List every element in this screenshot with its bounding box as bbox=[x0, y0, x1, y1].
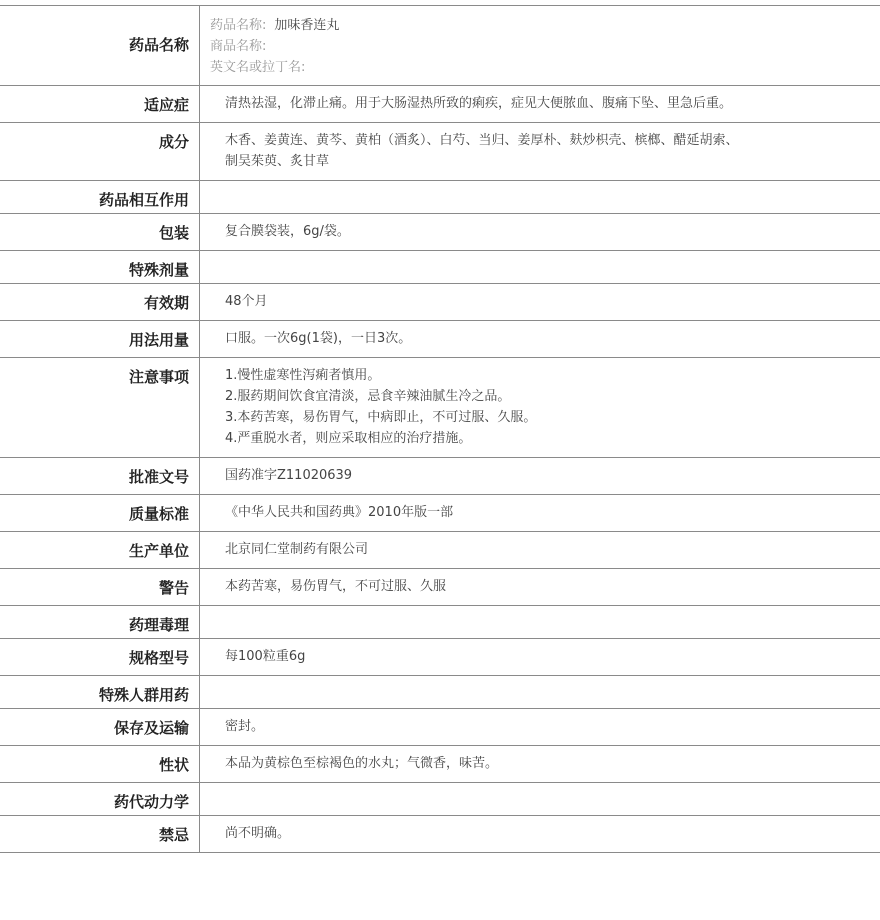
row-label: 注意事项 bbox=[0, 358, 200, 457]
row-value: 国药准字Z11020639 bbox=[225, 468, 353, 483]
row-label: 用法用量 bbox=[0, 321, 200, 357]
row-value bbox=[200, 606, 880, 638]
row-label: 有效期 bbox=[0, 284, 200, 320]
row-label: 成分 bbox=[0, 123, 200, 180]
row-value: 木香、姜黄连、黄芩、黄柏（酒炙）、白芍、当归、姜厚朴、麸炒枳壳、槟榔、醋延胡索、 制吴茱萸、炙甘草 bbox=[225, 133, 739, 169]
row-value: 每100粒重6g bbox=[225, 649, 306, 664]
row-value: 尚不明确。 bbox=[225, 826, 291, 841]
row-label: 性状 bbox=[0, 746, 200, 782]
table-row bbox=[0, 639, 880, 676]
table-row bbox=[0, 321, 880, 358]
table-row bbox=[0, 86, 880, 123]
table-row bbox=[0, 495, 880, 532]
row-value: 本品为黄棕色至棕褐色的水丸；气微香，味苦。 bbox=[225, 756, 499, 771]
row-value: 复合膜袋装，6g/袋。 bbox=[225, 224, 350, 239]
row-label: 特殊人群用药 bbox=[0, 676, 200, 708]
trade-name-line bbox=[210, 36, 880, 57]
table-row bbox=[0, 569, 880, 606]
english-name-line bbox=[210, 57, 880, 78]
drug-name-block bbox=[200, 6, 880, 85]
table-row bbox=[0, 284, 880, 321]
row-label: 药品相互作用 bbox=[0, 181, 200, 213]
table-row bbox=[0, 358, 880, 458]
row-value: 48个月 bbox=[225, 294, 268, 309]
table-row bbox=[0, 676, 880, 709]
row-label: 质量标准 bbox=[0, 495, 200, 531]
table-row bbox=[0, 816, 880, 853]
table-row bbox=[0, 532, 880, 569]
row-value bbox=[200, 251, 880, 283]
row-label: 批准文号 bbox=[0, 458, 200, 494]
row-label: 禁忌 bbox=[0, 816, 200, 852]
row-value: 《中华人民共和国药典》2010年版一部 bbox=[225, 505, 454, 520]
row-label: 生产单位 bbox=[0, 532, 200, 568]
row-label: 药品名称 bbox=[0, 6, 200, 85]
row-label: 药代动力学 bbox=[0, 783, 200, 815]
row-value: 口服。一次6g(1袋)，一日3次。 bbox=[225, 331, 412, 346]
generic-name-value: 加味香连丸 bbox=[274, 18, 340, 33]
table-row bbox=[0, 123, 880, 181]
table-row bbox=[0, 709, 880, 746]
table-row bbox=[0, 746, 880, 783]
row-value: 本药苦寒，易伤胃气，不可过服、久服 bbox=[225, 579, 447, 594]
row-value: 密封。 bbox=[225, 719, 265, 734]
table-row bbox=[0, 606, 880, 639]
english-name-key: 英文名或拉丁名: bbox=[210, 60, 306, 75]
row-label: 适应症 bbox=[0, 86, 200, 122]
drug-info-table bbox=[0, 5, 880, 853]
row-label: 保存及运输 bbox=[0, 709, 200, 745]
table-row bbox=[0, 214, 880, 251]
drug-name-row bbox=[0, 6, 880, 86]
generic-name-key: 药品名称: bbox=[210, 18, 267, 33]
row-label: 特殊剂量 bbox=[0, 251, 200, 283]
row-label: 药理毒理 bbox=[0, 606, 200, 638]
row-value bbox=[200, 676, 880, 708]
row-value bbox=[200, 783, 880, 815]
row-value: 北京同仁堂制药有限公司 bbox=[225, 542, 369, 557]
generic-name-line bbox=[210, 15, 880, 36]
row-value: 清热祛湿，化滞止痛。用于大肠湿热所致的痢疾，症见大便脓血、腹痛下坠、里急后重。 bbox=[225, 96, 733, 111]
row-label: 规格型号 bbox=[0, 639, 200, 675]
row-label: 包装 bbox=[0, 214, 200, 250]
table-row bbox=[0, 458, 880, 495]
table-row bbox=[0, 783, 880, 816]
trade-name-key: 商品名称: bbox=[210, 39, 267, 54]
row-value bbox=[200, 181, 880, 213]
table-row bbox=[0, 181, 880, 214]
row-value: 1.慢性虚寒性泻痢者慎用。 2.服药期间饮食宜清淡，忌食辛辣油腻生冷之品。 3.本药苦寒，易伤胃气，中病即止，不可过服、久服。 4.严重脱水者，则应采取相应的治疗措施。 bbox=[225, 368, 537, 446]
row-label: 警告 bbox=[0, 569, 200, 605]
table-row bbox=[0, 251, 880, 284]
